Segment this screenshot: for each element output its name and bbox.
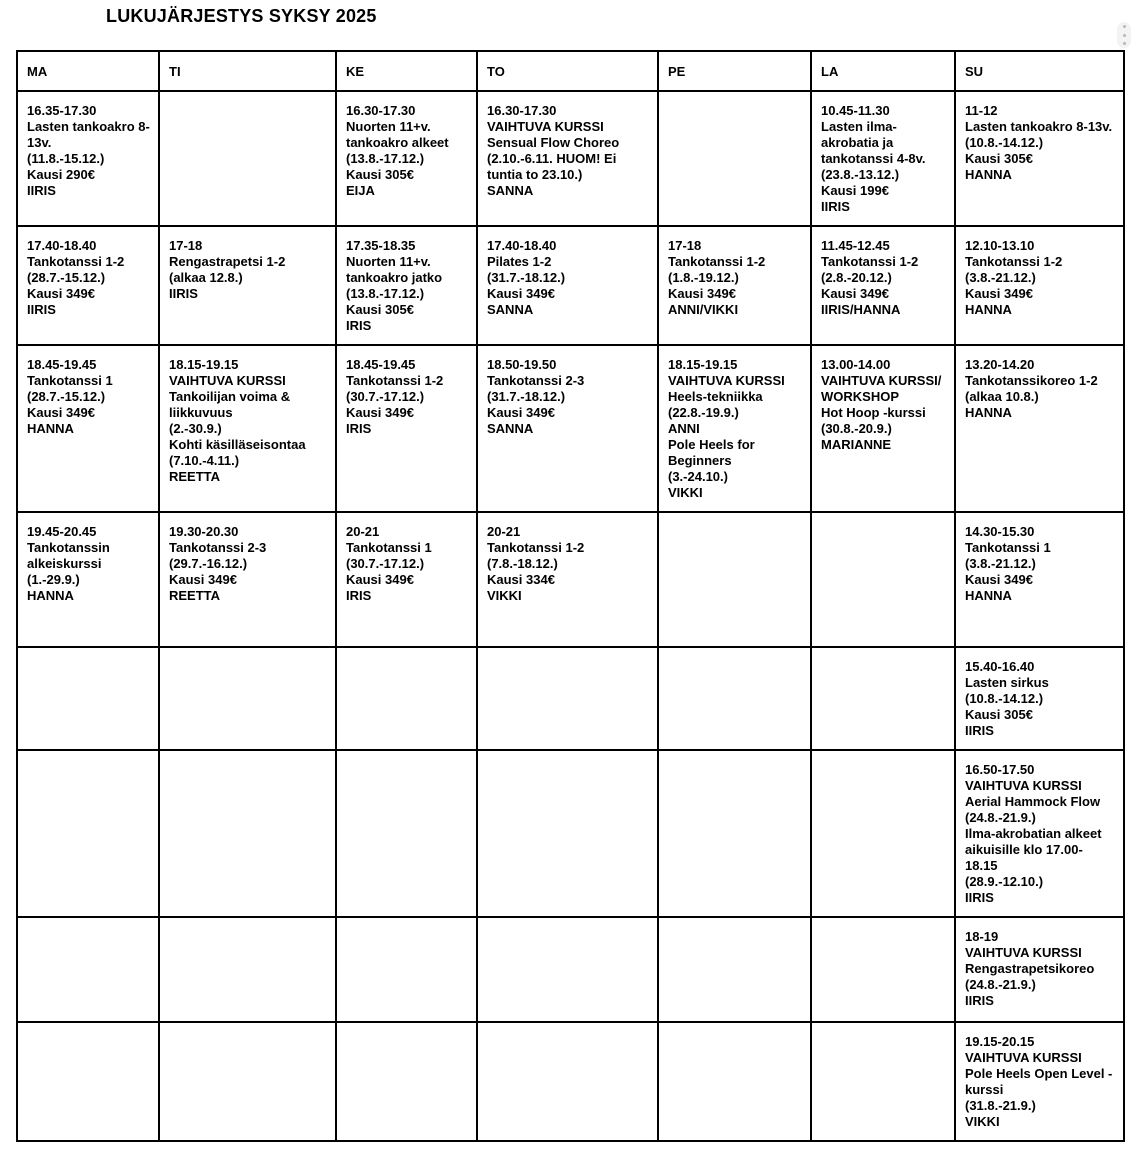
class-cell: 18.45-19.45 Tankotanssi 1-2 (30.7.-17.12.) Kausi 349€ IRIS	[336, 345, 477, 512]
class-cell: 18-19 VAIHTUVA KURSSI Rengastrapetsikoreo (24.8.-21.9.) IIRIS	[955, 917, 1124, 1022]
class-cell	[336, 917, 477, 1022]
class-cell	[159, 750, 336, 917]
class-cell: 17-18 Tankotanssi 1-2 (1.8.-19.12.) Kausi 349€ ANNI/VIKKI	[658, 226, 811, 345]
day-header-la: LA	[811, 51, 955, 91]
class-cell	[658, 647, 811, 750]
class-cell: 18.15-19.15 VAIHTUVA KURSSI Tankoilijan voima & liikkuvuus (2.-30.9.) Kohti käsilläseisontaa (7.10.-4.11.) REETTA	[159, 345, 336, 512]
class-cell	[17, 917, 159, 1022]
class-cell	[159, 917, 336, 1022]
class-cell	[658, 917, 811, 1022]
day-header-ke: KE	[336, 51, 477, 91]
class-cell	[17, 750, 159, 917]
class-cell: 14.30-15.30 Tankotanssi 1 (3.8.-21.12.) Kausi 349€ HANNA	[955, 512, 1124, 647]
class-cell	[658, 750, 811, 917]
time-slot-row	[17, 1022, 1124, 1141]
page-title: LUKUJÄRJESTYS SYKSY 2025	[106, 6, 377, 26]
class-cell: 20-21 Tankotanssi 1 (30.7.-17.12.) Kausi 349€ IRIS	[336, 512, 477, 647]
class-cell	[477, 1022, 658, 1141]
class-cell: 19.30-20.30 Tankotanssi 2-3 (29.7.-16.12.) Kausi 349€ REETTA	[159, 512, 336, 647]
class-cell	[17, 647, 159, 750]
day-header-ti: TI	[159, 51, 336, 91]
class-cell: 18.15-19.15 VAIHTUVA KURSSI Heels-tekniikka (22.8.-19.9.) ANNI Pole Heels for Beginners (3.-24.10.) VIKKI	[658, 345, 811, 512]
class-cell	[811, 512, 955, 647]
class-cell	[336, 1022, 477, 1141]
class-cell: 18.45-19.45 Tankotanssi 1 (28.7.-15.12.) Kausi 349€ HANNA	[17, 345, 159, 512]
time-slot-row	[17, 750, 1124, 917]
class-cell: 16.50-17.50 VAIHTUVA KURSSI Aerial Hammock Flow (24.8.-21.9.) Ilma-akrobatian alkeet aikuisille klo 17.00-18.15 (28.9.-12.10.) IIRIS	[955, 750, 1124, 917]
class-cell	[159, 91, 336, 226]
class-cell	[811, 917, 955, 1022]
time-slot-row	[17, 647, 1124, 750]
class-cell	[336, 647, 477, 750]
schedule-table	[16, 50, 1125, 1142]
class-cell: 18.50-19.50 Tankotanssi 2-3 (31.7.-18.12.) Kausi 349€ SANNA	[477, 345, 658, 512]
class-cell: 17.40-18.40 Tankotanssi 1-2 (28.7.-15.12.) Kausi 349€ IIRIS	[17, 226, 159, 345]
class-cell	[658, 91, 811, 226]
class-cell	[658, 512, 811, 647]
class-cell	[811, 647, 955, 750]
time-slot-row	[17, 226, 1124, 345]
day-header-su: SU	[955, 51, 1124, 91]
class-cell	[477, 917, 658, 1022]
class-cell	[336, 750, 477, 917]
day-header-ma: MA	[17, 51, 159, 91]
class-cell: 17.40-18.40 Pilates 1-2 (31.7.-18.12.) Kausi 349€ SANNA	[477, 226, 658, 345]
day-header-pe: PE	[658, 51, 811, 91]
time-slot-row	[17, 917, 1124, 1022]
class-cell	[17, 1022, 159, 1141]
class-cell: 16.35-17.30 Lasten tankoakro 8-13v. (11.8.-15.12.) Kausi 290€ IIRIS	[17, 91, 159, 226]
drag-handle-icon[interactable]	[1117, 22, 1131, 48]
class-cell: 19.45-20.45 Tankotanssin alkeiskurssi (1.-29.9.) HANNA	[17, 512, 159, 647]
day-header-row	[17, 51, 1124, 91]
class-cell: 12.10-13.10 Tankotanssi 1-2 (3.8.-21.12.) Kausi 349€ HANNA	[955, 226, 1124, 345]
class-cell: 11-12 Lasten tankoakro 8-13v. (10.8.-14.12.) Kausi 305€ HANNA	[955, 91, 1124, 226]
time-slot-row	[17, 345, 1124, 512]
class-cell: 17.35-18.35 Nuorten 11+v. tankoakro jatko (13.8.-17.12.) Kausi 305€ IRIS	[336, 226, 477, 345]
class-cell: 16.30-17.30 VAIHTUVA KURSSI Sensual Flow Choreo (2.10.-6.11. HUOM! Ei tuntia to 23.10.) SANNA	[477, 91, 658, 226]
time-slot-row	[17, 91, 1124, 226]
class-cell: 15.40-16.40 Lasten sirkus (10.8.-14.12.) Kausi 305€ IIRIS	[955, 647, 1124, 750]
day-header-to: TO	[477, 51, 658, 91]
class-cell: 11.45-12.45 Tankotanssi 1-2 (2.8.-20.12.) Kausi 349€ IIRIS/HANNA	[811, 226, 955, 345]
class-cell	[811, 750, 955, 917]
class-cell: 16.30-17.30 Nuorten 11+v. tankoakro alkeet (13.8.-17.12.) Kausi 305€ EIJA	[336, 91, 477, 226]
class-cell: 19.15-20.15 VAIHTUVA KURSSI Pole Heels Open Level -kurssi (31.8.-21.9.) VIKKI	[955, 1022, 1124, 1141]
class-cell	[477, 647, 658, 750]
class-cell	[811, 1022, 955, 1141]
class-cell: 13.20-14.20 Tankotanssikoreo 1-2 (alkaa 10.8.) HANNA	[955, 345, 1124, 512]
class-cell: 10.45-11.30 Lasten ilma-akrobatia ja tankotanssi 4-8v. (23.8.-13.12.) Kausi 199€ IIRIS	[811, 91, 955, 226]
class-cell: 13.00-14.00 VAIHTUVA KURSSI/ WORKSHOP Hot Hoop -kurssi (30.8.-20.9.) MARIANNE	[811, 345, 955, 512]
class-cell	[159, 647, 336, 750]
class-cell	[159, 1022, 336, 1141]
class-cell: 20-21 Tankotanssi 1-2 (7.8.-18.12.) Kausi 334€ VIKKI	[477, 512, 658, 647]
class-cell	[658, 1022, 811, 1141]
time-slot-row	[17, 512, 1124, 647]
class-cell: 17-18 Rengastrapetsi 1-2 (alkaa 12.8.) IIRIS	[159, 226, 336, 345]
class-cell	[477, 750, 658, 917]
